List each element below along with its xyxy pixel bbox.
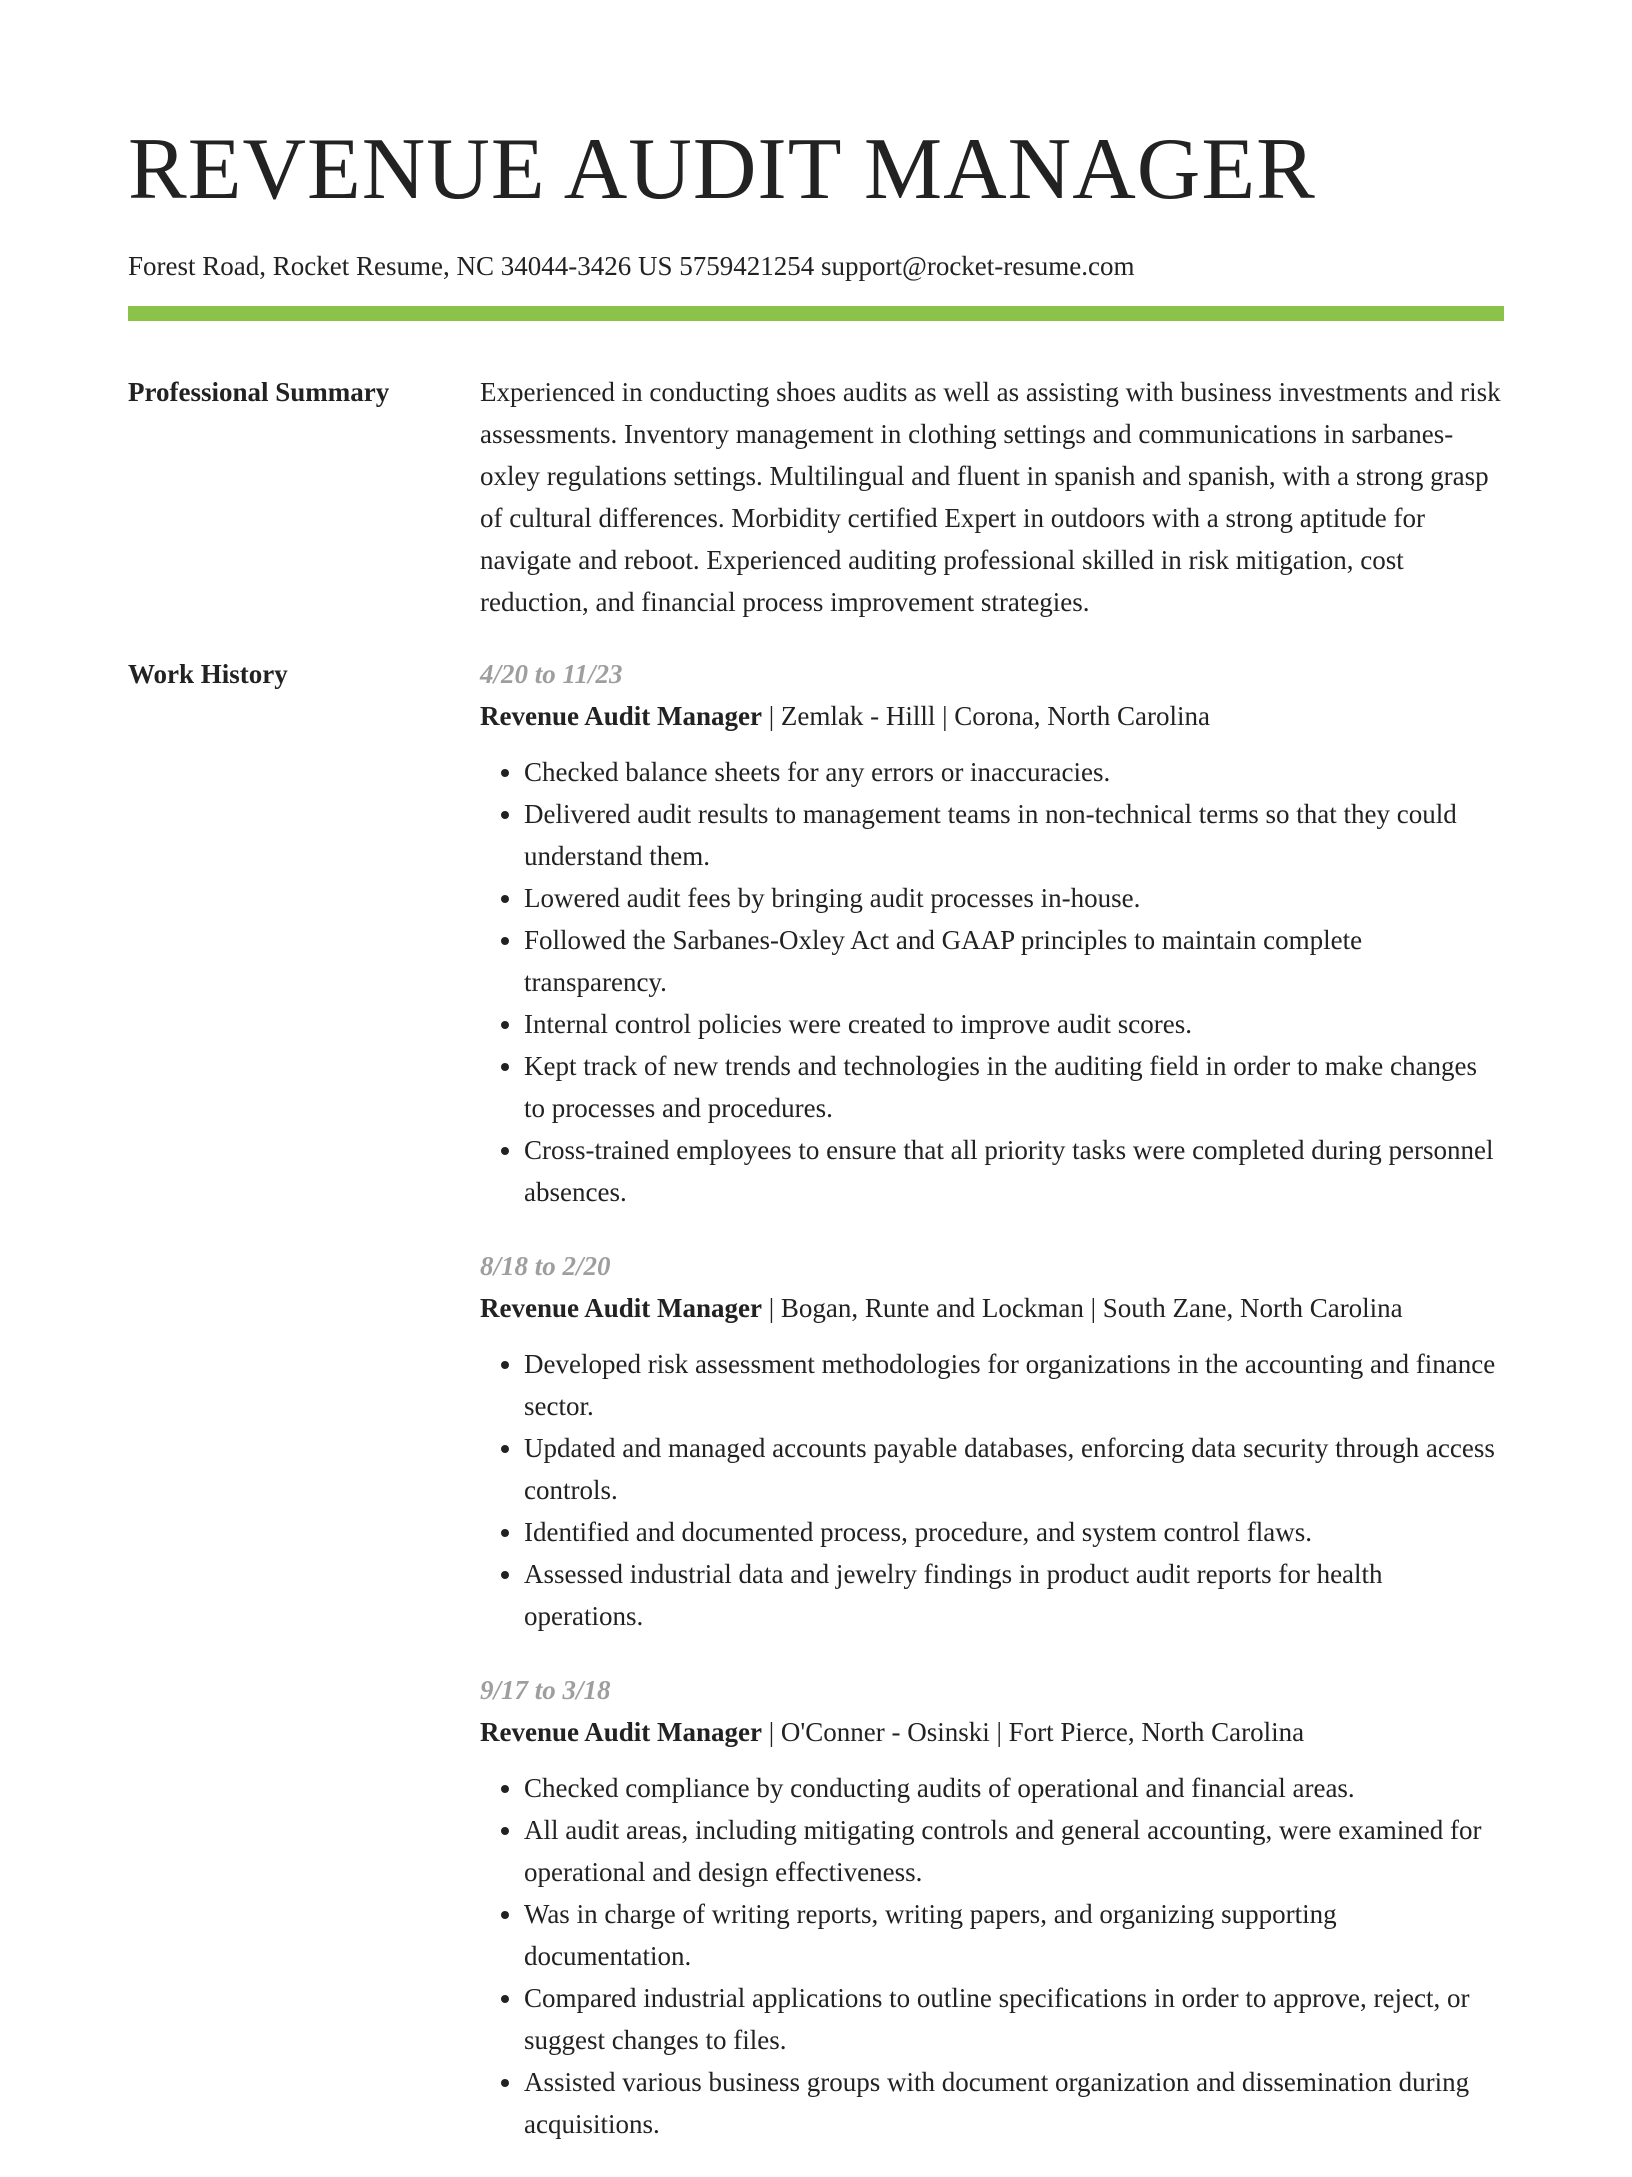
job-bullet: • Lowered audit fees by bringing audit processes in-house. — [524, 877, 1504, 919]
job-title: Revenue Audit Manager — [480, 701, 762, 731]
job-entry — [480, 653, 1504, 1213]
job-bullets — [480, 1343, 1504, 1637]
job-bullet: • Cross-trained employees to ensure that all priority tasks were completed during personnel absences. — [524, 1129, 1504, 1213]
job-bullets — [480, 751, 1504, 1213]
job-bullet: • Delivered audit results to management teams in non-technical terms so that they could understand them. — [524, 793, 1504, 877]
job-bullet: • Assisted various business groups with document organization and dissemination during acquisitions. — [524, 2061, 1504, 2145]
section-heading-summary: Professional Summary — [128, 377, 390, 407]
job-dates: 9/17 to 3/18 — [480, 1675, 611, 1705]
job-heading — [480, 1287, 1504, 1329]
job-entry — [480, 1245, 1504, 1637]
job-bullet: • Internal control policies were created to improve audit scores. — [524, 1003, 1504, 1045]
job-employer-location: | Zemlak - Hilll | Corona, North Carolina — [761, 701, 1210, 731]
summary-text: Experienced in conducting shoes audits as well as assisting with business investments and risk assessments. Inventory management in clothing settings and communications in sarbanes-oxley regulations settings. Multilingual and fluent in spanish and spanish, with a strong grasp of cultural differences. Morbidity certified Expert in outdoors with a strong aptitude for navigate and reboot. Experienced auditing professional skilled in risk mitigation, cost reduction, and financial process improvement strategies. — [480, 377, 1501, 617]
job-dates: 8/18 to 2/20 — [480, 1251, 611, 1281]
job-employer-location: | O'Conner - Osinski | Fort Pierce, North Carolina — [761, 1717, 1305, 1747]
job-title: Revenue Audit Manager — [480, 1717, 762, 1747]
job-bullet: • All audit areas, including mitigating controls and general accounting, were examined for operational and design effectiveness. — [524, 1809, 1504, 1893]
job-dates: 4/20 to 11/23 — [480, 659, 623, 689]
job-bullet: • Followed the Sarbanes-Oxley Act and GAAP principles to maintain complete transparency. — [524, 919, 1504, 1003]
job-bullet: • Updated and managed accounts payable databases, enforcing data security through access controls. — [524, 1427, 1504, 1511]
contact-line: Forest Road, Rocket Resume, NC 34044-3426 US 5759421254 support@rocket-resume.com — [128, 251, 1135, 281]
resume-title: REVENUE AUDIT MANAGER — [128, 121, 1316, 218]
job-bullet: • Was in charge of writing reports, writing papers, and organizing supporting documentation. — [524, 1893, 1504, 1977]
job-title: Revenue Audit Manager — [480, 1293, 762, 1323]
resume-page — [128, 0, 1504, 2177]
work-history-section — [128, 653, 1504, 2177]
job-bullet: • Compared industrial applications to outline specifications in order to approve, reject, or suggest changes to files. — [524, 1977, 1504, 2061]
job-heading — [480, 695, 1504, 737]
section-heading-work-history: Work History — [128, 659, 288, 689]
job-bullet: • Checked compliance by conducting audits of operational and financial areas. — [524, 1767, 1504, 1809]
job-entry — [480, 1669, 1504, 2145]
job-bullet: • Developed risk assessment methodologies for organizations in the accounting and finance sector. — [524, 1343, 1504, 1427]
job-bullet: • Assessed industrial data and jewelry findings in product audit reports for health operations. — [524, 1553, 1504, 1637]
job-bullets — [480, 1767, 1504, 2145]
job-bullet: • Identified and documented process, procedure, and system control flaws. — [524, 1511, 1504, 1553]
job-bullet: • Kept track of new trends and technologies in the auditing field in order to make changes to processes and procedures. — [524, 1045, 1504, 1129]
accent-divider — [128, 306, 1504, 321]
professional-summary-section — [128, 371, 1504, 623]
work-history-list — [480, 653, 1504, 2177]
job-employer-location: | Bogan, Runte and Lockman | South Zane, North Carolina — [761, 1293, 1403, 1323]
job-bullet: • Checked balance sheets for any errors or inaccuracies. — [524, 751, 1504, 793]
job-heading — [480, 1711, 1504, 1753]
